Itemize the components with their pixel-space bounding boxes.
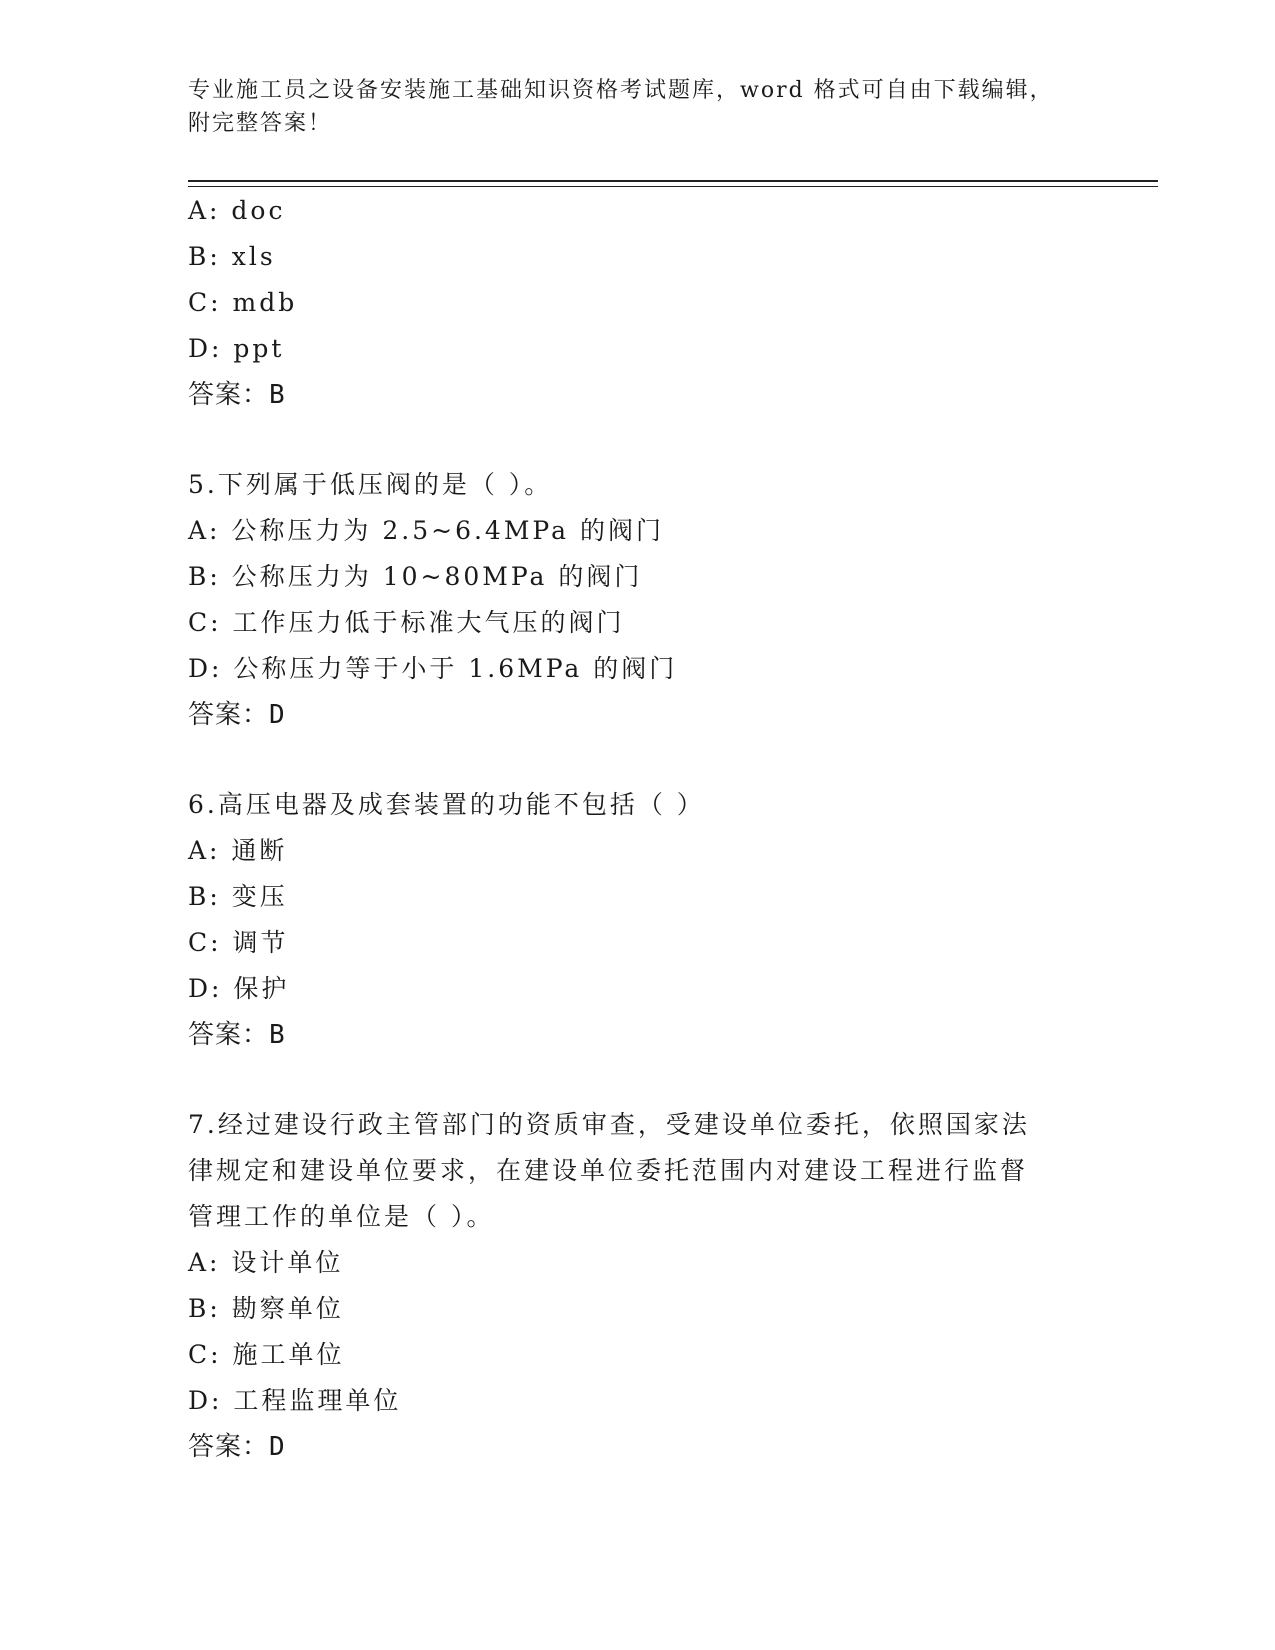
option-d: D: ppt [188,334,285,363]
question-block-4 [188,188,1088,418]
option-b: B: 公称压力为 10~80MPa 的阀门 [188,562,643,591]
document-header [188,74,1068,140]
option-b: B: xls [188,242,276,271]
option-b: B: 勘察单位 [188,1294,344,1323]
option-c: C: 工作压力低于标准大气压的阀门 [188,608,625,637]
question-block-7 [188,1102,1088,1470]
answer-line: 答案：D [188,700,286,730]
answer-line: 答案：B [188,1020,286,1050]
question-list [188,188,1088,1470]
option-c: C: 调节 [188,928,289,957]
header-divider [188,180,1158,187]
header-line-2: 附完整答案！ [188,111,333,136]
header-line-1: 专业施工员之设备安装施工基础知识资格考试题库，word 格式可自由下载编辑， [188,78,1054,103]
question-block-6 [188,782,1088,1058]
answer-line: 答案：D [188,1432,286,1462]
answer-line: 答案：B [188,380,286,410]
question-stem-line-3: 管理工作的单位是（ ）。 [188,1202,495,1231]
question-stem: 5.下列属于低压阀的是（ ）。 [188,470,553,499]
question-stem-line-1: 7.经过建设行政主管部门的资质审查，受建设单位委托，依照国家法 [188,1110,1030,1139]
option-a: A: 公称压力为 2.5~6.4MPa 的阀门 [188,516,664,545]
option-d: D: 公称压力等于小于 1.6MPa 的阀门 [188,654,678,683]
question-stem-line-2: 律规定和建设单位要求，在建设单位委托范围内对建设工程进行监督 [188,1156,1029,1185]
option-b: B: 变压 [188,882,288,911]
question-block-5 [188,462,1088,738]
option-d: D: 工程监理单位 [188,1386,402,1415]
option-a: A: 设计单位 [188,1248,344,1277]
option-c: C: mdb [188,288,298,317]
option-c: C: 施工单位 [188,1340,345,1369]
option-a: A: 通断 [188,836,288,865]
option-a: A: doc [188,196,286,225]
question-stem: 6.高压电器及成套装置的功能不包括（ ） [188,790,705,819]
option-d: D: 保护 [188,974,290,1003]
